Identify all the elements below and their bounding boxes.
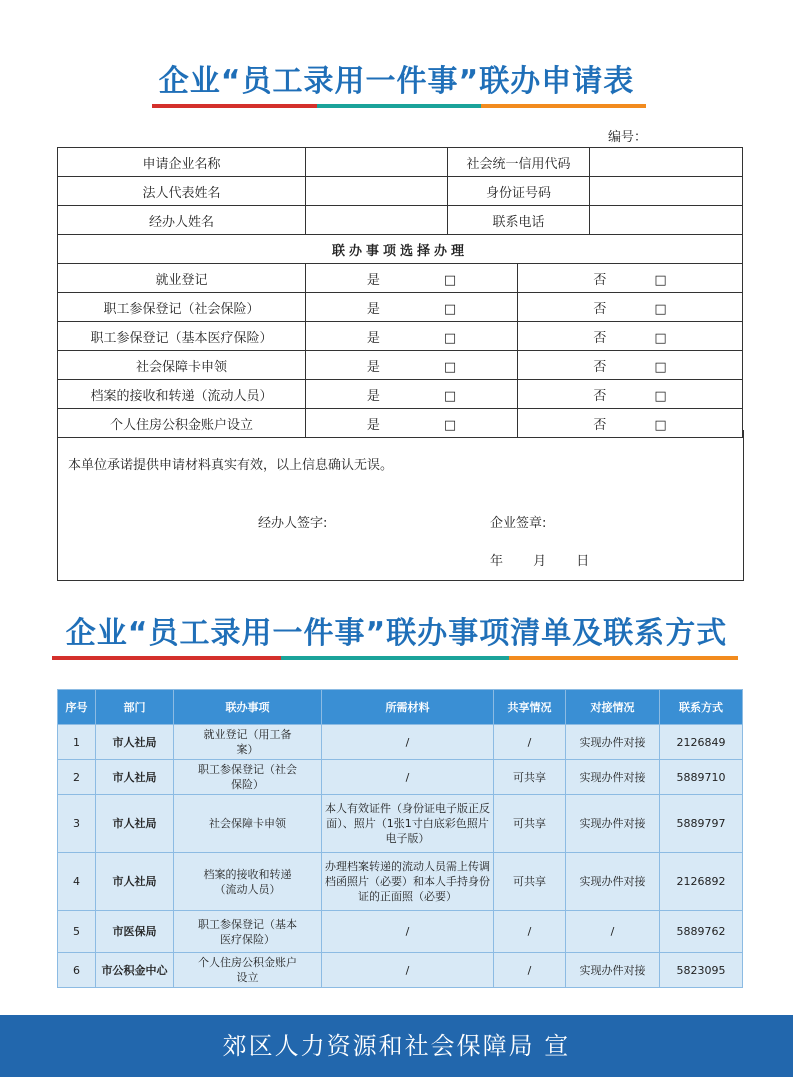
no-checkbox[interactable]: □: [654, 417, 667, 433]
no-label: 否: [593, 272, 607, 288]
field-label: 社会统一信用代码: [448, 148, 590, 177]
table-cell: 个人住房公积金账户设立: [174, 953, 322, 988]
table-cell: /: [322, 911, 494, 953]
item-row: [58, 380, 743, 409]
item-label: 档案的接收和转递（流动人员）: [58, 380, 306, 409]
table-row: [58, 760, 743, 795]
column-header: 共享情况: [494, 690, 566, 725]
column-header: 联办事项: [174, 690, 322, 725]
field-row: [58, 177, 743, 206]
table-cell: 2: [58, 760, 96, 795]
field-label: 经办人姓名: [58, 206, 306, 235]
table-cell: 实现办件对接: [566, 760, 660, 795]
table-row: [58, 853, 743, 911]
item-row: [58, 264, 743, 293]
no-checkbox[interactable]: □: [654, 272, 667, 288]
table-cell: 可共享: [494, 795, 566, 853]
no-option[interactable]: [518, 351, 743, 380]
item-row: [58, 293, 743, 322]
yes-checkbox[interactable]: □: [443, 272, 457, 288]
table-cell: 可共享: [494, 760, 566, 795]
item-label: 职工参保登记（基本医疗保险）: [58, 322, 306, 351]
no-option[interactable]: [518, 293, 743, 322]
title-underline: [152, 104, 646, 108]
yes-label: 是: [366, 359, 380, 375]
table-cell: 5889797: [660, 795, 743, 853]
yes-label: 是: [366, 417, 380, 433]
table-row: [58, 911, 743, 953]
field-row: [58, 148, 743, 177]
yes-label: 是: [366, 330, 380, 346]
field-label: 联系电话: [448, 206, 590, 235]
table-cell: 市人社局: [96, 853, 174, 911]
yes-checkbox[interactable]: □: [443, 301, 457, 317]
column-header: 联系方式: [660, 690, 743, 725]
table-row: [58, 953, 743, 988]
yes-checkbox[interactable]: □: [443, 417, 457, 433]
item-label: 个人住房公积金账户设立: [58, 409, 306, 438]
field-label: 法人代表姓名: [58, 177, 306, 206]
table-cell: 就业登记（用工备案）: [174, 725, 322, 760]
field-input[interactable]: [590, 177, 743, 206]
serial-label: 编号：: [608, 130, 648, 145]
section-title: 联办事项选择办理: [58, 235, 743, 264]
no-label: 否: [593, 330, 607, 346]
no-option[interactable]: [518, 264, 743, 293]
no-label: 否: [593, 417, 607, 433]
table-cell: 办理档案转递的流动人员需上传调档函照片（必要）和本人手持身份证的正面照（必要）: [322, 853, 494, 911]
table-header: [58, 690, 743, 725]
field-input[interactable]: [306, 206, 448, 235]
date-line: 年 月 日: [490, 554, 590, 569]
column-header: 对接情况: [566, 690, 660, 725]
field-label: 身份证号码: [448, 177, 590, 206]
no-checkbox[interactable]: □: [654, 301, 667, 317]
promise-text: 本单位承诺提供申请材料真实有效，以上信息确认无误。: [68, 458, 394, 473]
item-label: 职工参保登记（社会保险）: [58, 293, 306, 322]
table-cell: 实现办件对接: [566, 795, 660, 853]
no-checkbox[interactable]: □: [654, 359, 667, 375]
yes-option[interactable]: [306, 293, 518, 322]
table-cell: 5889710: [660, 760, 743, 795]
table-cell: 5889762: [660, 911, 743, 953]
column-header: 所需材料: [322, 690, 494, 725]
field-input[interactable]: [590, 206, 743, 235]
table-cell: 社会保障卡申领: [174, 795, 322, 853]
table-cell: /: [322, 760, 494, 795]
no-label: 否: [593, 301, 607, 317]
list-title: 企业“员工录用一件事”联办事项清单及联系方式: [65, 616, 728, 651]
yes-checkbox[interactable]: □: [443, 388, 457, 404]
table-cell: 可共享: [494, 853, 566, 911]
no-label: 否: [593, 359, 607, 375]
field-row: [58, 206, 743, 235]
table-cell: 4: [58, 853, 96, 911]
footer-banner: 郊区人力资源和社会保障局 宣: [0, 1015, 793, 1077]
yes-label: 是: [366, 272, 380, 288]
table-cell: 市人社局: [96, 795, 174, 853]
list-title-underline: [52, 656, 738, 660]
table-cell: 5: [58, 911, 96, 953]
yes-option[interactable]: [306, 264, 518, 293]
item-row: [58, 322, 743, 351]
field-input[interactable]: [306, 177, 448, 206]
table-cell: /: [494, 725, 566, 760]
table-cell: 5823095: [660, 953, 743, 988]
yes-checkbox[interactable]: □: [443, 330, 457, 346]
application-table: [57, 147, 743, 438]
contact-table: [57, 689, 743, 988]
form-title: 企业“员工录用一件事”联办申请表: [158, 64, 635, 99]
no-checkbox[interactable]: □: [654, 330, 667, 346]
no-checkbox[interactable]: □: [654, 388, 667, 404]
table-cell: 2126849: [660, 725, 743, 760]
yes-option[interactable]: [306, 351, 518, 380]
table-cell: 职工参保登记（基本医疗保险）: [174, 911, 322, 953]
section-header: [58, 235, 743, 264]
yes-label: 是: [366, 301, 380, 317]
table-cell: 实现办件对接: [566, 725, 660, 760]
table-cell: /: [566, 911, 660, 953]
table-cell: 市人社局: [96, 760, 174, 795]
column-header: 序号: [58, 690, 96, 725]
no-option[interactable]: [518, 380, 743, 409]
item-label: 就业登记: [58, 264, 306, 293]
agent-signature: 经办人签字:: [258, 516, 328, 531]
table-cell: /: [322, 953, 494, 988]
table-cell: 6: [58, 953, 96, 988]
table-cell: 本人有效证件（身份证电子版正反面）、照片（1张1寸白底彩色照片电子版）: [322, 795, 494, 853]
table-cell: 1: [58, 725, 96, 760]
table-cell: /: [494, 911, 566, 953]
table-cell: 职工参保登记（社会保险）: [174, 760, 322, 795]
table-row: [58, 795, 743, 853]
no-label: 否: [593, 388, 607, 404]
yes-option[interactable]: [306, 380, 518, 409]
table-row: [58, 725, 743, 760]
table-cell: /: [494, 953, 566, 988]
column-header: 部门: [96, 690, 174, 725]
table-cell: 市公积金中心: [96, 953, 174, 988]
item-row: [58, 351, 743, 380]
table-cell: 市人社局: [96, 725, 174, 760]
no-option[interactable]: [518, 322, 743, 351]
yes-label: 是: [366, 388, 380, 404]
table-cell: 2126892: [660, 853, 743, 911]
table-cell: 实现办件对接: [566, 953, 660, 988]
field-input[interactable]: [306, 148, 448, 177]
table-cell: /: [322, 725, 494, 760]
field-input[interactable]: [590, 148, 743, 177]
yes-option[interactable]: [306, 322, 518, 351]
item-label: 社会保障卡申领: [58, 351, 306, 380]
yes-checkbox[interactable]: □: [443, 359, 457, 375]
company-seal: 企业签章:: [490, 516, 547, 531]
table-cell: 市医保局: [96, 911, 174, 953]
table-cell: 实现办件对接: [566, 853, 660, 911]
table-cell: 档案的接收和转递（流动人员）: [174, 853, 322, 911]
field-label: 申请企业名称: [58, 148, 306, 177]
promise-box: [57, 430, 744, 581]
table-cell: 3: [58, 795, 96, 853]
